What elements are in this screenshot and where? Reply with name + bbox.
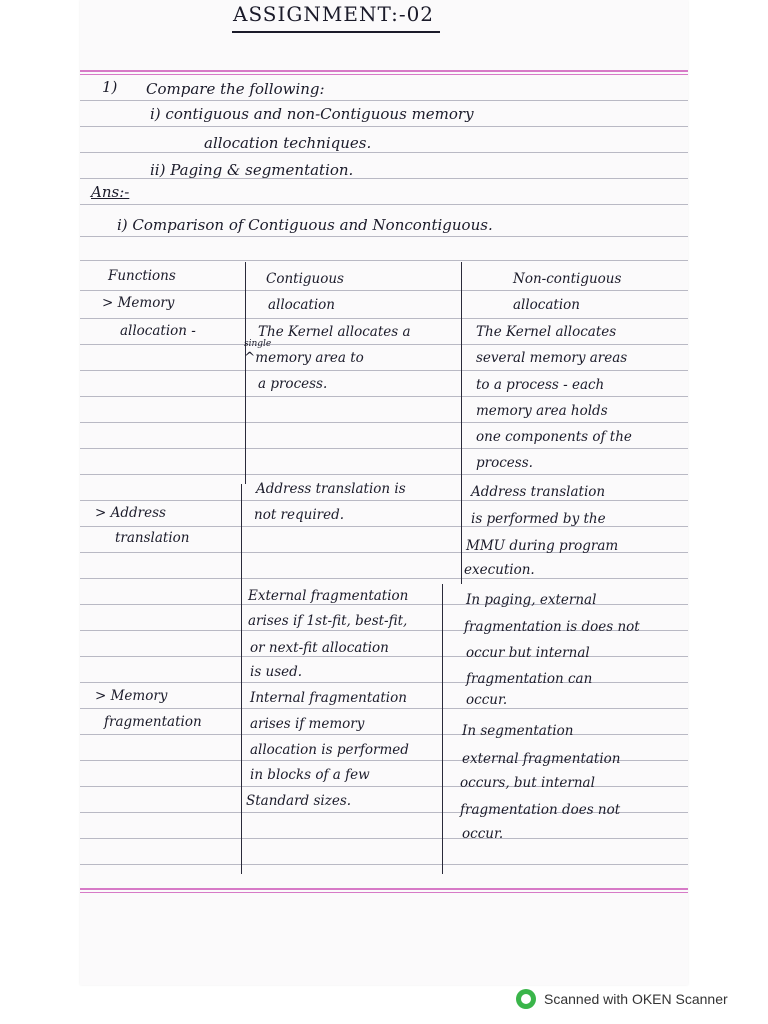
row1-contiguous-insert: single: [244, 339, 272, 349]
ruled-line: [80, 260, 688, 261]
row3-noncontiguous-line-4: fragmentation can: [466, 671, 593, 687]
row1-function-line-1: > Memory: [102, 295, 175, 311]
ruled-line: [80, 838, 688, 839]
row3-noncontiguous-line-2: fragmentation is does not: [464, 619, 640, 635]
row3-contiguous-line-1: External fragmentation: [248, 588, 409, 604]
ruled-line: [80, 204, 688, 205]
row1-function-line-2: allocation -: [120, 323, 196, 339]
scanner-watermark: [516, 989, 728, 1009]
row3-noncontiguous-line-9: fragmentation does not: [460, 802, 621, 818]
ruled-line: [80, 344, 688, 345]
comparison-heading: i) Comparison of Contiguous and Noncontiguous.: [117, 216, 493, 234]
bottom-margin-line-2: [80, 892, 688, 893]
top-margin-line-2: [80, 74, 688, 75]
row1-noncontiguous-line-3: to a process - each: [476, 377, 605, 393]
question-line-4: ii) Paging & segmentation.: [150, 161, 354, 179]
row3-contiguous-line-9: Standard sizes.: [246, 793, 352, 809]
row3-contiguous-line-5: Internal fragmentation: [250, 690, 407, 706]
ruled-line: [80, 734, 688, 735]
ruled-line: [80, 318, 688, 319]
row1-contiguous-line-1: The Kernel allocates a: [258, 324, 411, 340]
header-functions: Functions: [108, 268, 176, 284]
row3-contiguous-line-6: arises if memory: [250, 716, 365, 732]
row1-noncontiguous-line-5: one components of the: [476, 429, 632, 445]
row3-contiguous-line-7: allocation is performed: [250, 742, 409, 758]
question-number: 1): [102, 78, 118, 96]
row3-contiguous-line-2: arises if 1st-fit, best-fit,: [248, 613, 408, 629]
row1-noncontiguous-line-4: memory area holds: [476, 403, 608, 419]
ruled-line: [80, 370, 688, 371]
question-line-3: allocation techniques.: [204, 134, 372, 152]
title-underline: [232, 31, 440, 33]
ruled-line: [80, 474, 688, 475]
row3-contiguous-line-3: or next-fit allocation: [250, 640, 389, 656]
row3-noncontiguous-line-5: occur.: [466, 692, 508, 708]
header-noncontiguous-1: Non-contiguous: [513, 271, 622, 287]
ruled-line: [80, 152, 688, 153]
ruled-line: [80, 656, 688, 657]
answer-label: Ans:-: [91, 183, 130, 201]
row2-contiguous-line-2: not required.: [254, 507, 345, 523]
table-divider-1b: [241, 484, 242, 874]
row3-function-line-2: fragmentation: [104, 714, 202, 730]
ruled-line: [80, 604, 688, 605]
row3-noncontiguous-line-1: In paging, external: [466, 592, 597, 608]
ruled-line: [80, 126, 688, 127]
ruled-line: [80, 396, 688, 397]
question-line-1: Compare the following:: [146, 80, 325, 98]
header-contiguous-1: Contiguous: [266, 271, 344, 287]
row2-noncontiguous-line-2: is performed by the: [471, 511, 606, 527]
table-divider-2a: [461, 262, 462, 584]
row2-function-line-1: > Address: [95, 505, 166, 521]
row3-noncontiguous-line-10: occur.: [462, 826, 504, 842]
ruled-line: [80, 448, 688, 449]
ruled-line: [80, 578, 688, 579]
row3-noncontiguous-line-7: external fragmentation: [462, 751, 621, 767]
row2-noncontiguous-line-1: Address translation: [471, 484, 606, 500]
oken-logo-icon: [516, 989, 536, 1009]
row1-contiguous-line-3: a process.: [258, 376, 328, 392]
row3-noncontiguous-line-8: occurs, but internal: [460, 775, 595, 791]
header-noncontiguous-2: allocation: [513, 297, 580, 313]
bottom-margin-line: [80, 888, 688, 890]
table-divider-2b: [442, 584, 443, 874]
ruled-line: [80, 290, 688, 291]
row3-noncontiguous-line-6: In segmentation: [462, 723, 574, 739]
row2-noncontiguous-line-4: execution.: [464, 562, 535, 578]
row3-function-line-1: > Memory: [95, 688, 168, 704]
row3-noncontiguous-line-3: occur but internal: [466, 645, 590, 661]
row2-contiguous-line-1: Address translation is: [256, 481, 406, 497]
row3-contiguous-line-4: is used.: [250, 664, 303, 680]
scanner-text: Scanned with OKEN Scanner: [544, 991, 728, 1007]
row3-contiguous-line-8: in blocks of a few: [250, 767, 370, 783]
question-line-2: i) contiguous and non-Contiguous memory: [150, 105, 474, 123]
top-margin-line: [80, 70, 688, 72]
row1-noncontiguous-line-2: several memory areas: [476, 350, 628, 366]
ruled-line: [80, 422, 688, 423]
header-contiguous-2: allocation: [268, 297, 335, 313]
row1-contiguous-line-2: ^memory area to: [244, 350, 364, 366]
ruled-line: [80, 682, 688, 683]
ruled-line: [80, 864, 688, 865]
row2-function-line-2: translation: [115, 530, 190, 546]
row2-noncontiguous-line-3: MMU during program: [466, 538, 619, 554]
ruled-line: [80, 236, 688, 237]
ruled-line: [80, 708, 688, 709]
table-divider-1a: [245, 262, 246, 484]
ruled-line: [80, 786, 688, 787]
row1-noncontiguous-line-6: process.: [476, 455, 533, 471]
ruled-line: [80, 100, 688, 101]
row1-noncontiguous-line-1: The Kernel allocates: [476, 324, 617, 340]
ruled-line: [80, 500, 688, 501]
assignment-title: ASSIGNMENT:-02: [233, 2, 435, 26]
